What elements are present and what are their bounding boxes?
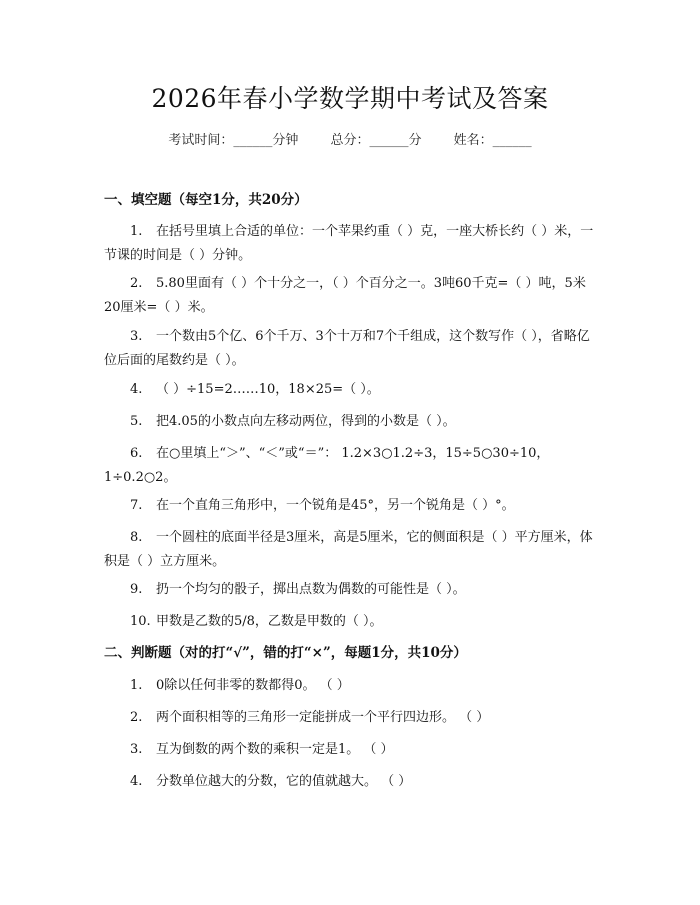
question-text: 互为倒数的两个数的乘积一定是1。 （ ） (156, 742, 394, 757)
question-text: 甲数是乙数的5/8，乙数是甲数的（ ）。 (156, 614, 383, 629)
student-name-field: 姓名：______ (453, 133, 532, 148)
question-item (104, 526, 598, 574)
question-number: 10. (130, 614, 151, 629)
question-item (104, 706, 598, 730)
question-number: 5. (130, 414, 143, 429)
question-text: 分数单位越大的分数，它的值就越大。 （ ） (156, 774, 412, 789)
total-score-field: 总分：______分 (330, 133, 422, 148)
question-number: 1. (130, 678, 143, 693)
question-number: 6. (130, 446, 143, 461)
exam-time-field: 考试时间：______分钟 (168, 133, 299, 148)
question-text: 一个数由5个亿、6个千万、3个十万和7个千组成，这个数写作（ ），省略亿位后面的尾数约是（ ）。 (104, 329, 590, 368)
section-heading-fill-blank: 一、填空题（每空1分，共20分） (104, 192, 308, 208)
question-number: 7. (130, 498, 143, 513)
page-title: 2026年春小学数学期中考试及答案 (151, 84, 549, 113)
question-item (104, 770, 598, 794)
question-item (104, 442, 598, 490)
question-item (104, 578, 598, 602)
question-item (104, 674, 598, 698)
question-text: 一个圆柱的底面半径是3厘米，高是5厘米，它的侧面积是（ ）平方厘米，体积是（ ）立方厘米。 (104, 530, 593, 569)
question-text: （ ）÷15=2……10，18×25=（ ）。 (156, 382, 380, 397)
question-number: 4. (130, 382, 143, 397)
question-item (104, 410, 598, 434)
question-item (104, 738, 598, 762)
question-number: 9. (130, 582, 143, 597)
question-number: 2. (130, 710, 143, 725)
question-number: 3. (130, 742, 143, 757)
section-heading-true-false: 二、判断题（对的打“√”，错的打“×”，每题1分，共10分） (104, 645, 467, 661)
question-text: 两个面积相等的三角形一定能拼成一个平行四边形。 （ ） (156, 710, 490, 725)
question-text: 把4.05的小数点向左移动两位，得到的小数是（ ）。 (156, 414, 456, 429)
question-text: 5.80里面有（ ）个十分之一，（ ）个百分之一。3吨60千克=（ ）吨，5米20厘米=（ ）米。 (104, 276, 586, 315)
question-item (104, 325, 598, 373)
question-text: 在○里填上“＞”、“＜”或“＝”： 1.2×3○1.2÷3，15÷5○30÷10， 1÷0.2○2。 (104, 446, 550, 485)
question-number: 3. (130, 329, 143, 344)
question-text: 扔一个均匀的骰子，掷出点数为偶数的可能性是（ ）。 (156, 582, 466, 597)
question-number: 8. (130, 530, 143, 545)
question-number: 4. (130, 774, 143, 789)
question-text: 0除以任何非零的数都得0。 （ ） (156, 678, 350, 693)
question-item (104, 378, 598, 402)
question-number: 2. (130, 276, 143, 291)
question-text: 在一个直角三角形中，一个锐角是45°，另一个锐角是（ ）°。 (156, 498, 515, 513)
question-number: 1. (130, 224, 143, 239)
question-text: 在括号里填上合适的单位：一个苹果约重（ ）克，一座大桥长约（ ）米，一节课的时间是（ ）分钟。 (104, 224, 594, 263)
question-item (104, 272, 598, 320)
question-item (104, 494, 598, 518)
question-item (104, 610, 598, 634)
exam-info-row (0, 131, 700, 151)
question-item (104, 220, 598, 268)
